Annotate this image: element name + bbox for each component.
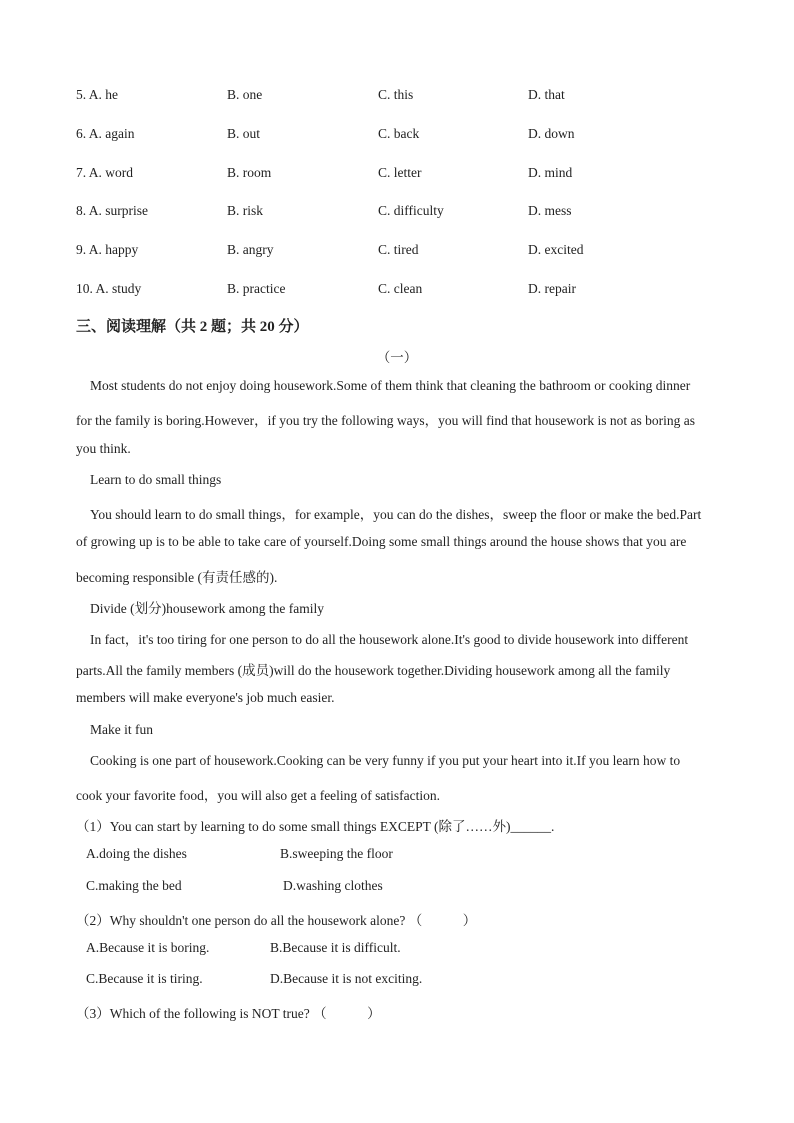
question-2-option-d: D.Because it is not exciting. <box>270 971 423 986</box>
question-2-option-c: C.Because it is tiring. <box>86 971 203 986</box>
question-2-option-a: A.Because it is boring. <box>86 940 210 955</box>
option-d: D. down <box>528 126 575 141</box>
question-1-option-a: A.doing the dishes <box>86 846 187 861</box>
passage-subheading: Make it fun <box>90 722 153 737</box>
choice-row-8 <box>0 203 794 223</box>
option-b: B. room <box>227 165 272 180</box>
option-c: C. difficulty <box>378 203 444 218</box>
passage-subheading: Divide (划分)housework among the family <box>90 601 324 616</box>
choice-row-10 <box>0 281 794 301</box>
passage-line: You should learn to do small things，for example，you can do the dishes，sweep the floor or make the bed.Part <box>90 507 702 522</box>
passage-line: Cooking is one part of housework.Cooking can be very funny if you put your heart into it.If you learn how to <box>90 753 681 768</box>
passage-line: cook your favorite food，you will also get a feeling of satisfaction. <box>76 788 441 803</box>
passage-line: you think. <box>76 441 131 456</box>
question-2-stem: （2）Why shouldn't one person do all the housework alone? （ ） <box>76 913 477 928</box>
option-a: 6. A. again <box>76 126 135 141</box>
passage-line: parts.All the family members (成员)will do the housework together.Dividing housework among all the family <box>76 663 671 678</box>
option-a: 8. A. surprise <box>76 203 148 218</box>
choice-row-9 <box>0 242 794 262</box>
option-c: C. clean <box>378 281 423 296</box>
option-d: D. repair <box>528 281 576 296</box>
passage-line: members will make everyone's job much easier. <box>76 690 335 705</box>
part-label: （一） <box>376 350 418 365</box>
passage-line: becoming responsible (有责任感的). <box>76 570 278 585</box>
option-d: D. mind <box>528 165 573 180</box>
passage-line: In fact，it's too tiring for one person to do all the housework alone.It's good to divide housework into different <box>90 632 689 647</box>
passage-subheading: Learn to do small things <box>90 472 222 487</box>
option-a: 10. A. study <box>76 281 142 296</box>
question-3-stem: （3）Which of the following is NOT true? （ ） <box>76 1006 381 1021</box>
option-a: 5. A. he <box>76 87 118 102</box>
option-c: C. letter <box>378 165 422 180</box>
passage-line: Most students do not enjoy doing housework.Some of them think that cleaning the bathroom or cooking dinner <box>90 378 691 393</box>
option-a: 7. A. word <box>76 165 133 180</box>
option-b: B. out <box>227 126 261 141</box>
option-b: B. angry <box>227 242 274 257</box>
option-c: C. tired <box>378 242 419 257</box>
question-2-option-b: B.Because it is difficult. <box>270 940 401 955</box>
passage-line: of growing up is to be able to take care of yourself.Doing some small things around the house shows that you are <box>76 534 687 549</box>
option-d: D. mess <box>528 203 572 218</box>
option-c: C. back <box>378 126 420 141</box>
question-1-stem: （1）You can start by learning to do some small things EXCEPT (除了……外)______. <box>76 819 555 834</box>
option-b: B. practice <box>227 281 286 296</box>
option-b: B. one <box>227 87 263 102</box>
passage-line: for the family is boring.However，if you try the following ways，you will find that housework is not as boring as <box>76 413 696 428</box>
option-c: C. this <box>378 87 414 102</box>
choice-row-6 <box>0 126 794 146</box>
option-d: D. excited <box>528 242 584 257</box>
option-b: B. risk <box>227 203 264 218</box>
option-d: D. that <box>528 87 565 102</box>
choice-row-5 <box>0 87 794 107</box>
section-heading: 三、阅读理解（共 2 题；共 20 分） <box>76 319 309 335</box>
choice-row-7 <box>0 165 794 185</box>
option-a: 9. A. happy <box>76 242 139 257</box>
question-1-option-c: C.making the bed <box>86 878 182 893</box>
question-1-option-b: B.sweeping the floor <box>280 846 393 861</box>
question-1-option-d: D.washing clothes <box>283 878 383 893</box>
